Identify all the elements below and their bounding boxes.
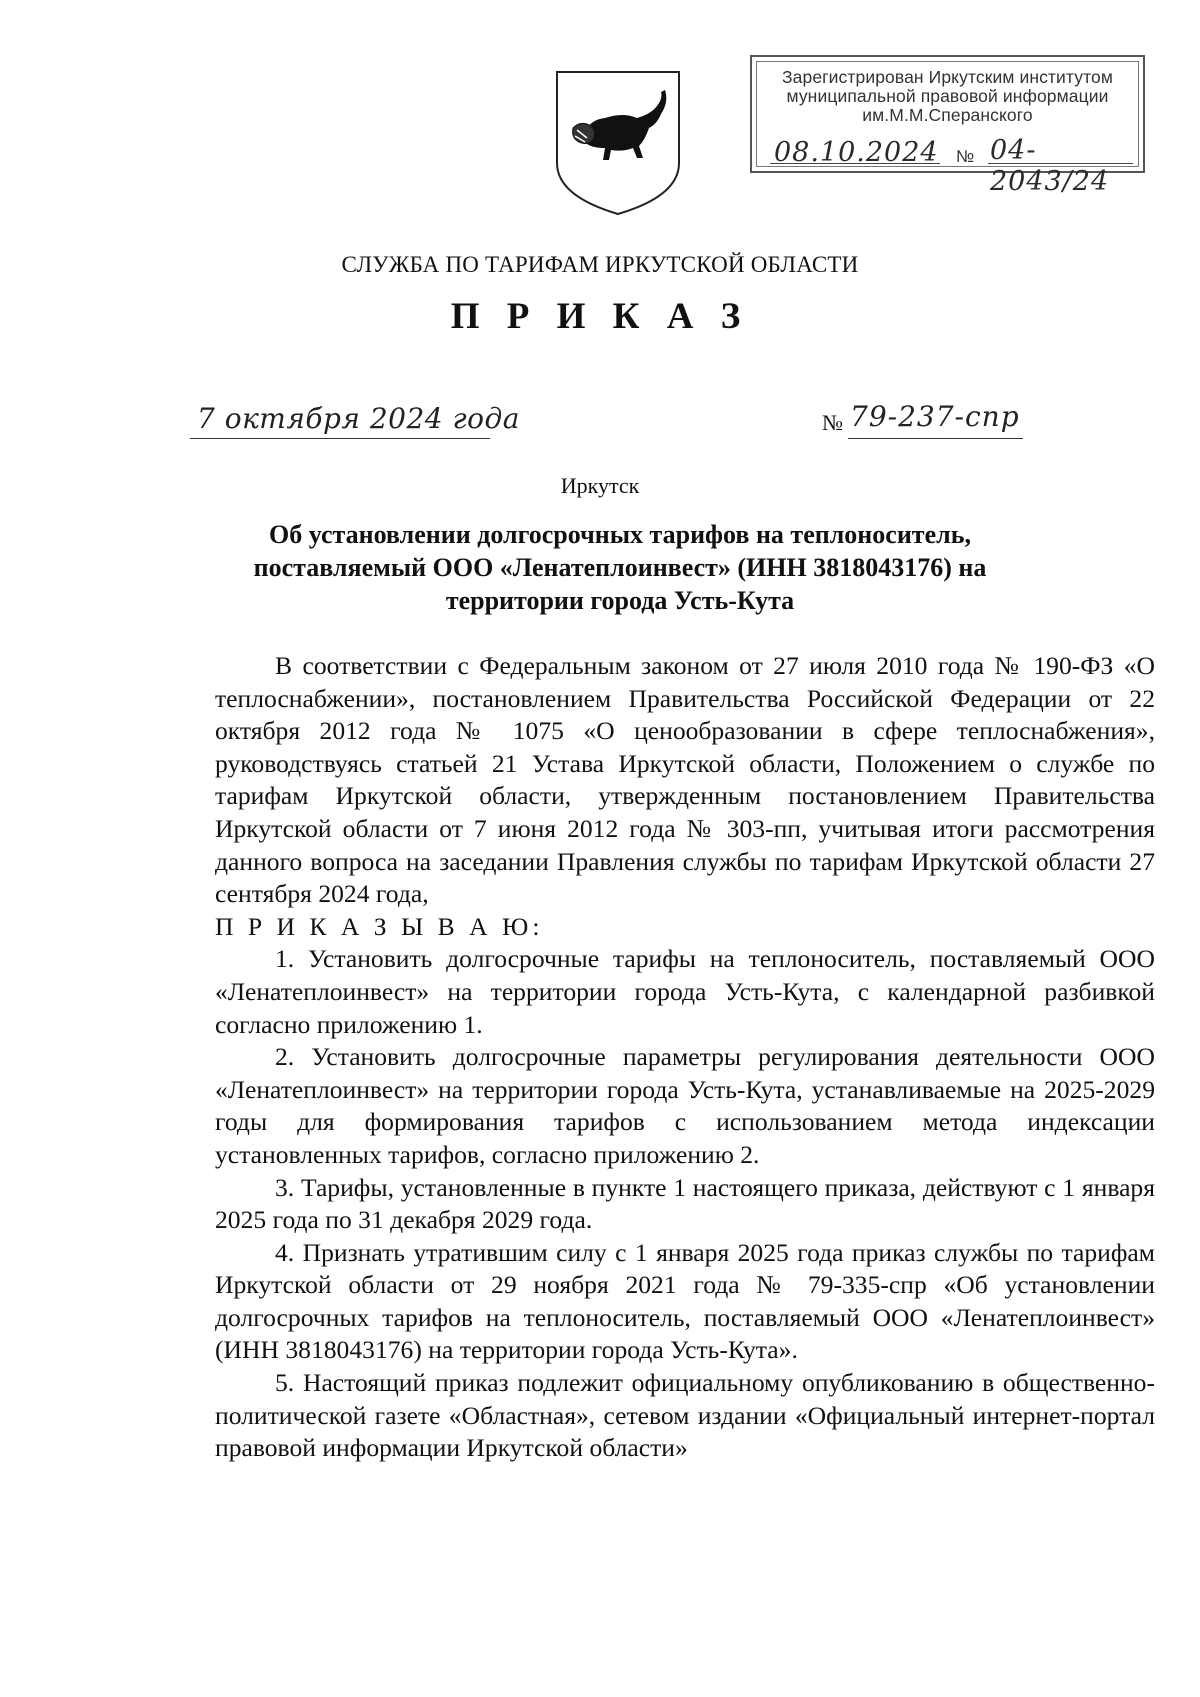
document-title: Об установлении долгосрочных тарифов на теплоноситель, поставляемый ООО «Ленатеплоинвест» (ИНН 3818043176) на территории города Усть-Кута [253, 520, 987, 615]
stamp-registration-number: 04-2043/24 [990, 135, 1110, 197]
order-city: Иркутск [560, 473, 640, 498]
registration-stamp [750, 55, 1145, 197]
stamp-line-1: Зарегистрирован Иркутским институтом [782, 67, 1113, 87]
order-item-1: 1. Установить долгосрочные тарифы на теплоноситель, поставляемый ООО «Ленатеплоинвест» на территории города Усть-Кута, с календарной разбивкой согласно приложению 1. [215, 944, 1155, 1039]
order-number-underline [848, 438, 1023, 439]
order-item-2: 2. Установить долгосрочные параметры регулирования деятельности ООО «Ленатеплоинвест» на территории города Усть-Кута, устанавливаемые на 2025-2029 годы для формирования тарифов с использованием метода индексации установленных тарифов, согласно приложению 2. [215, 1042, 1155, 1169]
document-body [215, 650, 1155, 1465]
stamp-line-3: им.М.М.Сперанского [862, 105, 1033, 125]
coat-of-arms-emblem [553, 68, 683, 218]
order-number-label: № [822, 410, 843, 435]
order-item-4: 4. Признать утратившим силу с 1 января 2025 года приказ службы по тарифам Иркутской области от 29 ноября 2021 года № 79-335-спр «Об установлении долгосрочных тарифов на теплоноситель, поставляемый ООО «Ленатеплоинвест» (ИНН 3818043176) на территории города Усть-Кута». [215, 1237, 1155, 1365]
order-date: 7 октября 2024 года [197, 402, 520, 435]
stamp-number-label: № [956, 147, 975, 166]
preamble-paragraph: В соответствии с Федеральным законом от 27 июля 2010 года № 190-ФЗ «О теплоснабжении», постановлением Правительства Российской Федерации от 22 октября 2012 года № 1075 «О ценообразовании в сфере теплоснабжения», руководствуясь статьей 21 Устава Иркутской области, Положением о службе по тарифам Иркутской области, утвержденным постановлением Правительства Иркутской области от 7 июня 2012 года № 303-пп, учитывая итоги рассмотрения данного вопроса на заседании Правления службы по тарифам Иркутской области 27 сентября 2024 года, [215, 651, 1155, 909]
stamp-date-underline [770, 163, 940, 164]
order-item-3: 3. Тарифы, установленные в пункте 1 настоящего приказа, действуют с 1 января 2025 года по 31 декабря 2029 года. [215, 1172, 1155, 1235]
stamp-line-2: муниципальной правовой информации [786, 86, 1109, 106]
prikazyvayu-line: П Р И К А З Ы В А Ю: [215, 911, 544, 941]
order-date-underline [190, 438, 490, 439]
order-number: 79-237-спр [850, 400, 1020, 433]
stamp-registration-date: 08.10.2024 [774, 137, 939, 168]
agency-name: СЛУЖБА ПО ТАРИФАМ ИРКУТСКОЙ ОБЛАСТИ [341, 252, 859, 277]
order-item-5: 5. Настоящий приказ подлежит официальному опубликованию в общественно-политической газете «Областная», сетевом издании «Официальный интернет-портал правовой информации Иркутской области» [215, 1368, 1155, 1463]
stamp-number-underline [988, 163, 1133, 164]
order-heading: П Р И К А З [450, 296, 750, 337]
